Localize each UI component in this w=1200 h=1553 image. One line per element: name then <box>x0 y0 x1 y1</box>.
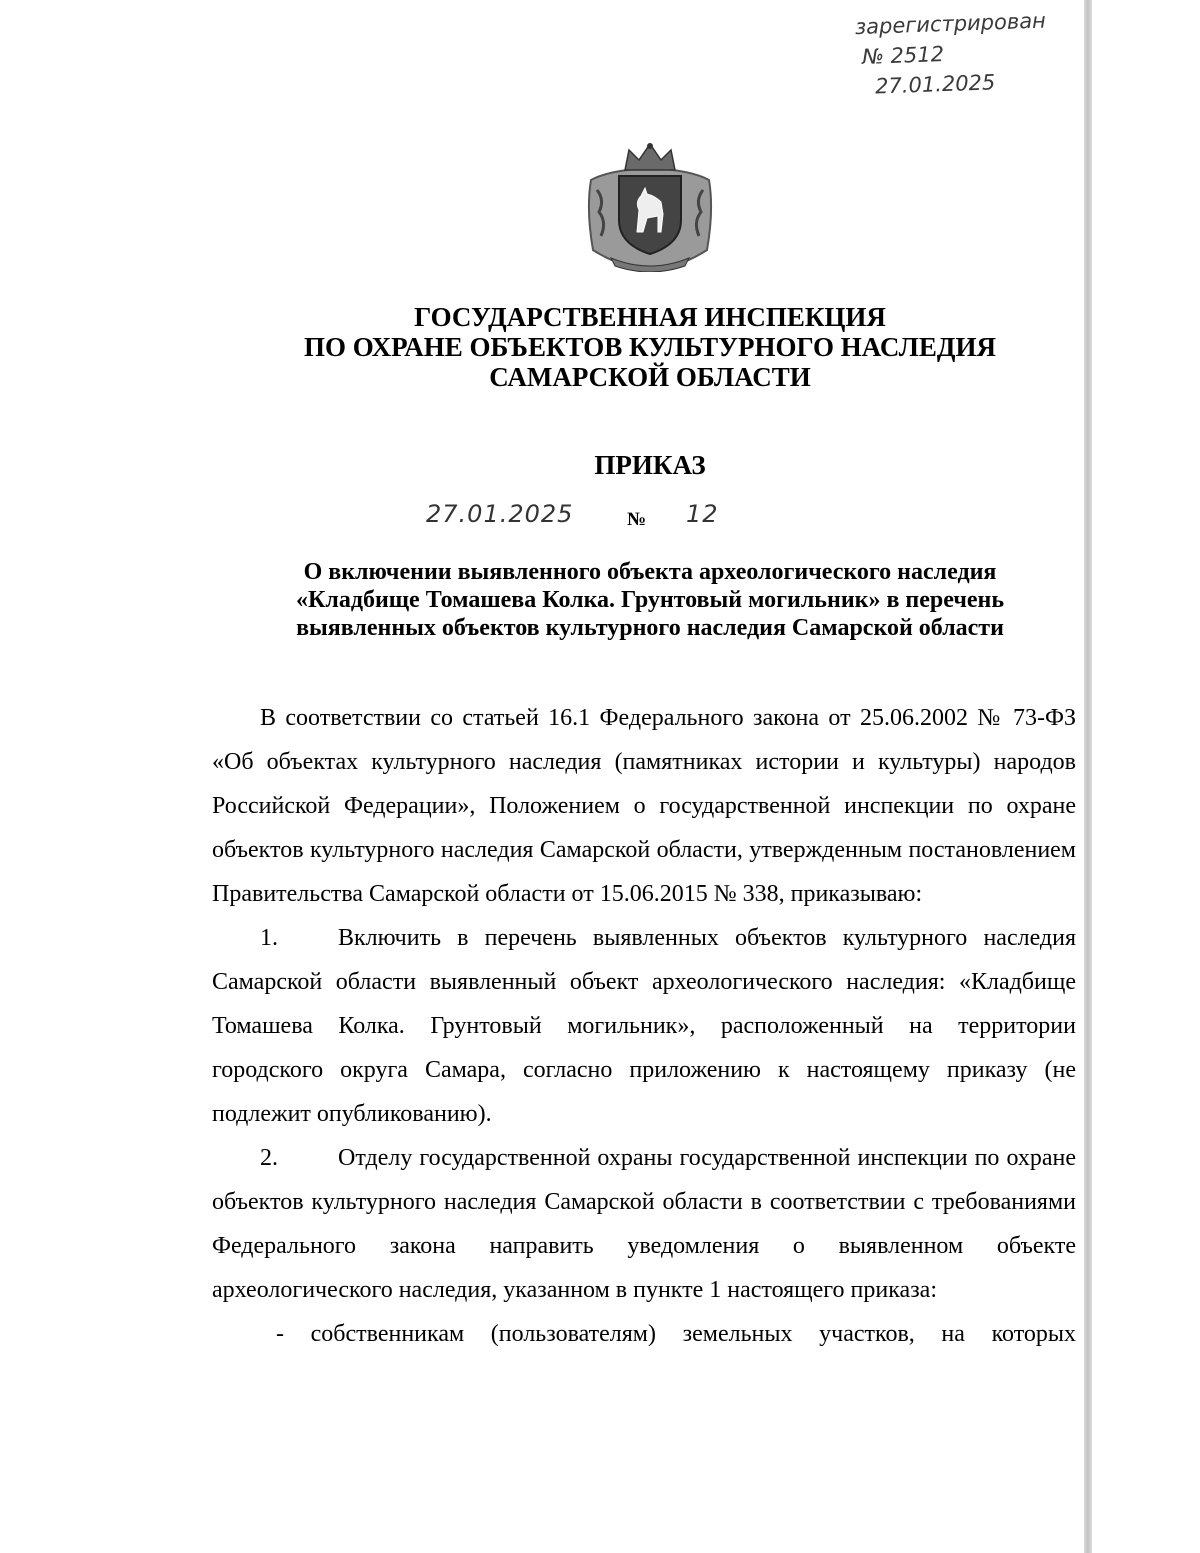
org-title-line3: САМАРСКОЙ ОБЛАСТИ <box>489 362 811 392</box>
item-1-text: Включить в перечень выявленных объектов культурного наследия Самарской области выявленный объект археологического наследия: «Кладбище Томашева Колка. Грунтовый могильник», расположенный на территории городского округа Самара, согласно приложению к настоящему приказу (не подлежит опубликованию). <box>212 925 1076 1127</box>
order-number: 12 <box>686 500 719 528</box>
item-2-number: 2. <box>260 1145 278 1171</box>
subject-line2: «Кладбище Томашева Колка. Грунтовый могильник» в перечень <box>295 587 1005 613</box>
registration-note-line3: 27.01.2025 <box>874 70 996 99</box>
organization-title <box>150 302 1150 392</box>
item-2-text: Отделу государственной охраны государственной инспекции по охране объектов культурного наследия Самарской области в соответствии с требованиями Федерального закона направить уведомления о выявленном объекте археологического наследия, указанном в пункте 1 настоящего приказа: <box>212 1145 1076 1303</box>
subject-line3: выявленных объектов культурного наследия Самарской области <box>296 615 1004 641</box>
org-title-line1: ГОСУДАРСТВЕННАЯ ИНСПЕКЦИЯ <box>414 302 886 332</box>
order-subject <box>150 558 1150 642</box>
order-date: 27.01.2025 <box>426 500 574 528</box>
scan-edge <box>1084 0 1092 1553</box>
document-type: ПРИКАЗ <box>594 450 706 480</box>
order-body <box>212 696 1076 1356</box>
preamble-paragraph: В соответствии со статьей 16.1 Федерального закона от 25.06.2002 № 73-ФЗ «Об объектах культурного наследия (памятниках истории и культуры) народов Российской Федерации», Положением о государственной инспекции по охране объектов культурного наследия Самарской области, утвержденным постановлением Правительства Самарской области от 15.06.2015 № 338, приказываю: <box>212 705 1076 907</box>
registration-note-line1: зарегистрирован <box>854 8 1047 40</box>
subject-line1: О включении выявленного объекта археологического наследия <box>303 559 997 585</box>
order-number-sign: № <box>627 509 647 530</box>
coat-of-arms-icon <box>581 140 719 272</box>
item-2-paragraph <box>212 1136 1076 1312</box>
bullet-1-paragraph: - собственникам (пользователям) земельных участков, на которых <box>276 1321 1076 1347</box>
org-title-line2: ПО ОХРАНЕ ОБЪЕКТОВ КУЛЬТУРНОГО НАСЛЕДИЯ <box>304 332 996 362</box>
item-1-paragraph <box>212 916 1076 1136</box>
item-1-number: 1. <box>260 925 278 951</box>
registration-handwritten-note <box>855 4 1096 102</box>
registration-note-line2: № 2512 <box>861 42 945 69</box>
